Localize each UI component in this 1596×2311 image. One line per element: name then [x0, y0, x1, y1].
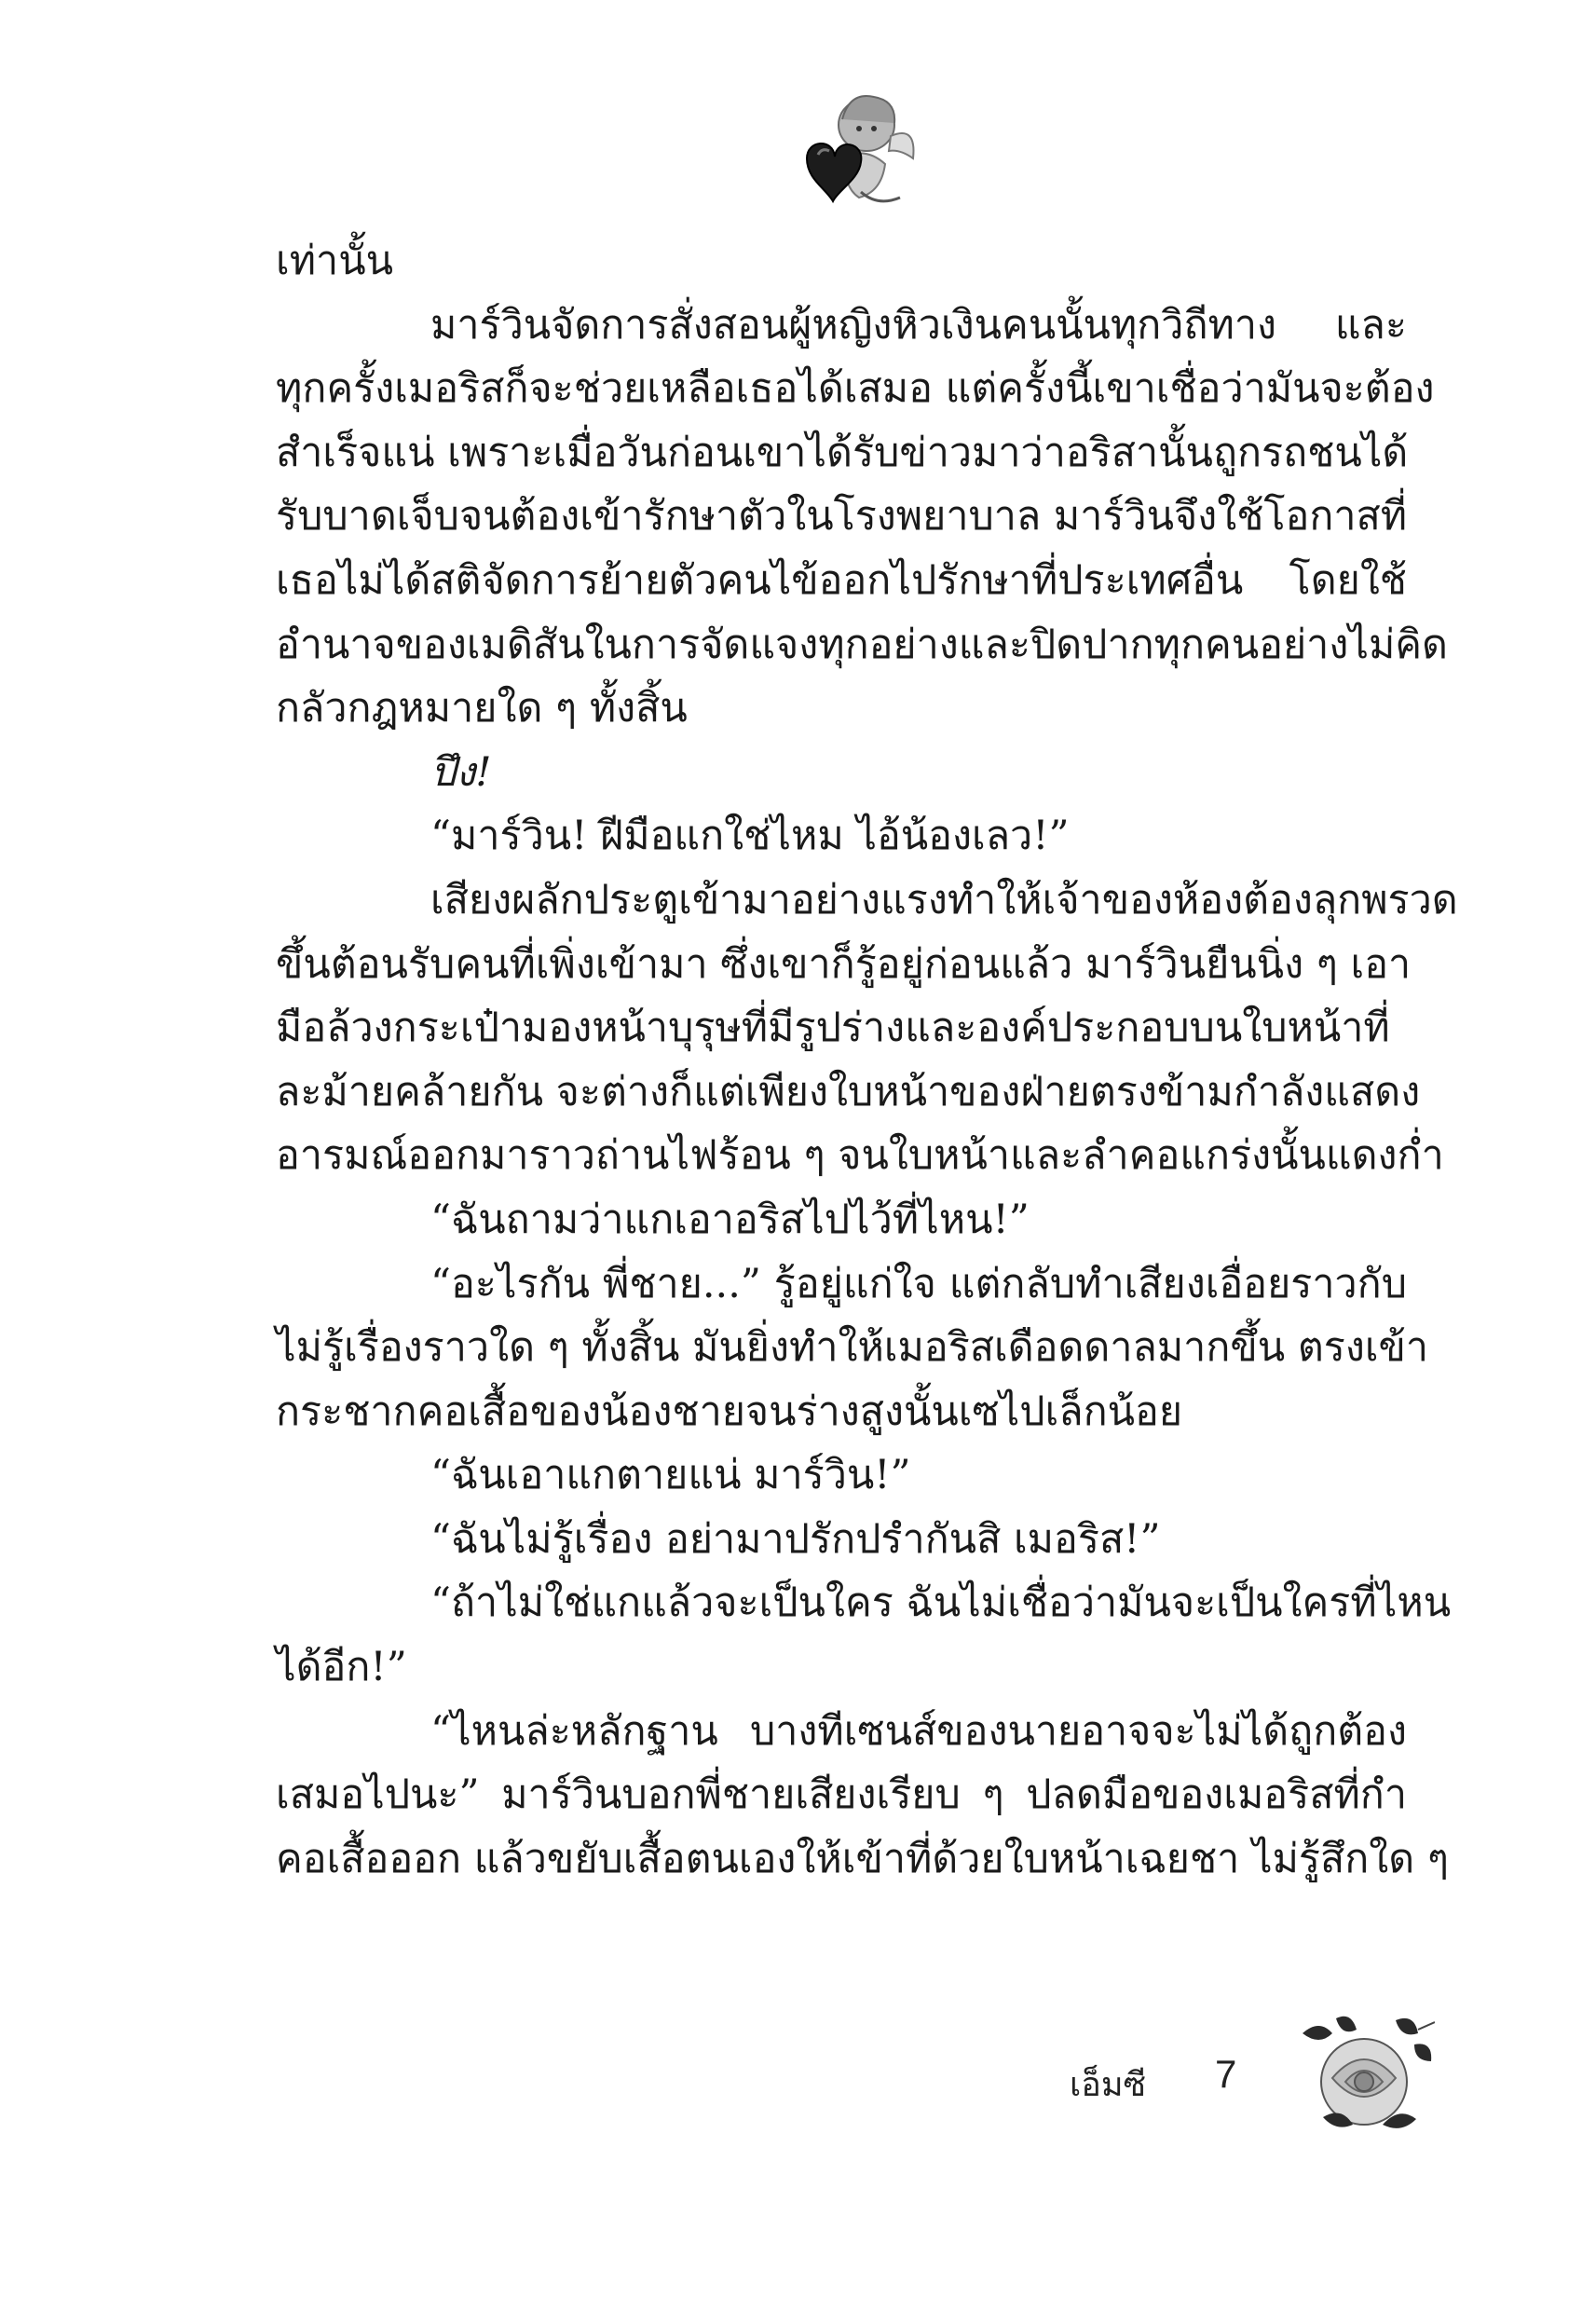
text-line: “ถ้าไม่ใช่แกแล้วจะเป็นใคร ฉันไม่เชื่อว่ามันจะเป็นใครที่ไหน: [430, 1579, 1452, 1627]
text-line: “มาร์วิน! ฝีมือแกใช่ไหม ไอ้น้องเลว!”: [430, 813, 1070, 860]
text-line: เสมอไปนะ” มาร์วินบอกพี่ชายเสียงเรียบ ๆ ปลดมือของเมอริสที่กำ: [276, 1771, 1407, 1819]
text-line: “อะไรกัน พี่ชาย...” รู้อยู่แก่ใจ แต่กลับทำเสียงเอื่อยราวกับ: [430, 1260, 1407, 1307]
page-text: [276, 229, 1458, 1891]
text-line: ได้อีก!”: [276, 1644, 407, 1691]
text-line: กระชากคอเสื้อของน้องชายจนร่างสูงนั้นเซไปเล็กน้อย: [276, 1388, 1183, 1435]
text-line: เสียงผลักประตูเข้ามาอย่างแรงทำให้เจ้าของห้องต้องลุกพรวด: [430, 876, 1458, 923]
text-line: รับบาดเจ็บจนต้องเข้ารักษาตัวในโรงพยาบาล มาร์วินจึงใช้โอกาสที่: [276, 493, 1408, 540]
text-line: อารมณ์ออกมาราวถ่านไฟร้อน ๆ จนใบหน้าและลำคอแกร่งนั้นแดงก่ำ: [276, 1132, 1444, 1180]
cupid-with-heart-icon: [781, 82, 921, 212]
page-number: 7: [1215, 2052, 1237, 2096]
text-line: สำเร็จแน่ เพราะเมื่อวันก่อนเขาได้รับข่าวมาว่าอริสานั้นถูกรถชนได้: [276, 429, 1409, 476]
text-line: อำนาจของเมดิสันในการจัดแจงทุกอย่างและปิดปากทุกคนอย่างไม่คิด: [276, 621, 1448, 668]
text-line: คอเสื้อออก แล้วขยับเสื้อตนเองให้เข้าที่ด้วยใบหน้าเฉยชา ไม่รู้สึกใด ๆ: [276, 1835, 1449, 1882]
running-footer-title: เอ็มซี: [1070, 2066, 1147, 2104]
text-line: ปึง!: [430, 748, 492, 796]
text-line: “ฉันถามว่าแกเอาอริสไปไว้ที่ไหน!”: [430, 1196, 1030, 1243]
text-line: มาร์วินจัดการสั่งสอนผู้หญิงหิวเงินคนนั้นทุกวิถีทาง และ: [430, 301, 1407, 349]
text-line: ไม่รู้เรื่องราวใด ๆ ทั้งสิ้น มันยิ่งทำให้เมอริสเดือดดาลมากขึ้น ตรงเข้า: [276, 1324, 1429, 1372]
text-line: “ไหนล่ะหลักฐาน บางทีเซนส์ของนายอาจจะไม่ได้ถูกต้อง: [430, 1707, 1407, 1755]
text-line: เธอไม่ได้สติจัดการย้ายตัวคนไข้ออกไปรักษาที่ประเทศอื่น โดยใช้: [276, 556, 1407, 604]
text-line: “ฉันไม่รู้เรื่อง อย่ามาปรักปรำกันสิ เมอริส!”: [430, 1515, 1161, 1563]
text-line: กลัวกฎหมายใด ๆ ทั้งสิ้น: [276, 685, 688, 732]
text-line: ทุกครั้งเมอริสก็จะช่วยเหลือเธอได้เสมอ แต่ครั้งนี้เขาเชื่อว่ามันจะต้อง: [276, 365, 1435, 413]
text-line: เท่านั้น: [276, 238, 393, 284]
rose-flower-icon: [1295, 2013, 1435, 2134]
text-line: ละม้ายคล้ายกัน จะต่างก็แต่เพียงใบหน้าของฝ่ายตรงข้ามกำลังแสดง: [276, 1068, 1421, 1115]
text-line: ขึ้นต้อนรับคนที่เพิ่งเข้ามา ซึ่งเขาก็รู้อยู่ก่อนแล้ว มาร์วินยืนนิ่ง ๆ เอา: [276, 940, 1412, 988]
text-line: มือล้วงกระเป๋ามองหน้าบุรุษที่มีรูปร่างและองค์ประกอบบนใบหน้าที่: [276, 1005, 1390, 1052]
text-line: “ฉันเอาแกตายแน่ มาร์วิน!”: [430, 1452, 911, 1499]
